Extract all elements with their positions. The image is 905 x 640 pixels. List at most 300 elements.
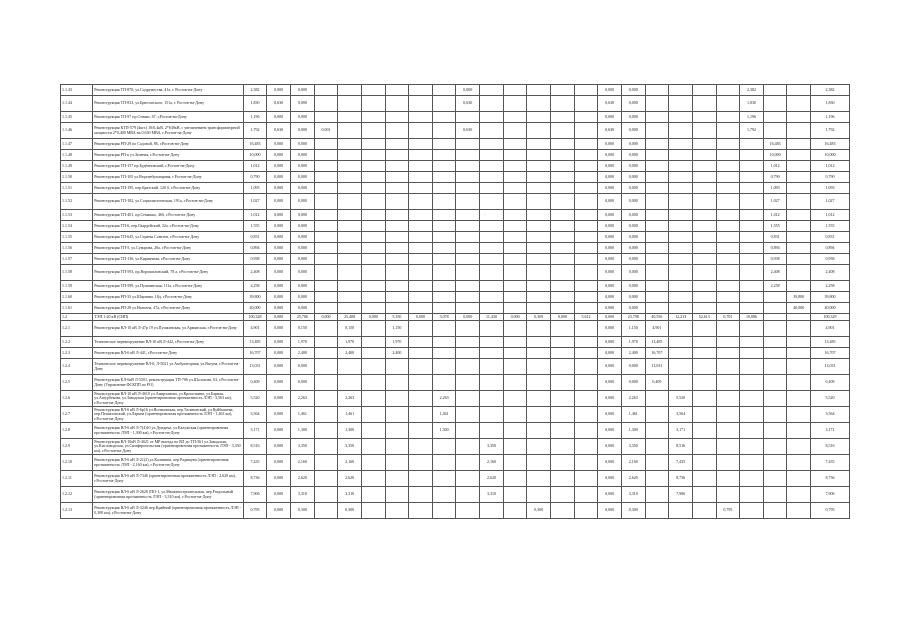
value-cell <box>480 85 504 96</box>
value-cell <box>385 503 409 519</box>
value-cell <box>645 487 669 503</box>
row-number-cell: 1.1.50 <box>61 172 93 183</box>
value-cell <box>385 150 409 161</box>
value-cell <box>456 375 480 391</box>
value-cell <box>716 85 740 96</box>
value-cell <box>692 337 716 348</box>
value-cell <box>645 439 669 455</box>
value-cell <box>456 232 480 243</box>
value-cell: 5,520 <box>243 391 267 407</box>
value-cell <box>338 292 362 303</box>
value-cell <box>645 85 669 96</box>
value-cell: 0,000 <box>621 161 645 172</box>
value-cell: 0,000 <box>361 314 385 321</box>
value-cell: 0,000 <box>621 194 645 210</box>
value-cell <box>432 232 456 243</box>
value-cell: 0,000 <box>267 321 291 337</box>
value-cell <box>551 375 575 391</box>
description-cell: Реконструкция ТП-870, ул.Содружества, 41а, г. Ростов-на-Дону <box>93 85 243 96</box>
value-cell: 4,901 <box>645 321 669 337</box>
value-cell <box>409 487 433 503</box>
value-cell <box>645 254 669 265</box>
value-cell: 13,031 <box>243 359 267 375</box>
value-cell <box>527 112 551 123</box>
value-cell <box>456 172 480 183</box>
value-cell: 10,000 <box>763 150 787 161</box>
value-cell <box>385 487 409 503</box>
value-cell <box>361 254 385 265</box>
value-cell <box>740 487 764 503</box>
value-cell <box>503 292 527 303</box>
value-cell <box>361 375 385 391</box>
value-cell <box>338 96 362 112</box>
value-cell <box>716 423 740 439</box>
value-cell <box>551 139 575 150</box>
value-cell <box>669 139 693 150</box>
value-cell: 0,000 <box>621 265 645 281</box>
value-cell: 0,309 <box>527 314 551 321</box>
value-cell <box>456 439 480 455</box>
value-cell: 2,620 <box>621 471 645 487</box>
value-cell <box>716 375 740 391</box>
value-cell <box>432 471 456 487</box>
value-cell <box>716 210 740 221</box>
value-cell <box>432 172 456 183</box>
value-cell <box>716 321 740 337</box>
value-cell <box>314 439 338 455</box>
value-cell <box>338 265 362 281</box>
value-cell: 52,613 <box>692 314 716 321</box>
value-cell <box>385 292 409 303</box>
value-cell: 0,000 <box>598 359 622 375</box>
value-cell <box>409 96 433 112</box>
value-cell <box>385 455 409 471</box>
value-cell: 1,300 <box>291 423 315 439</box>
value-cell: 0,000 <box>598 232 622 243</box>
value-cell <box>527 123 551 139</box>
value-cell <box>740 254 764 265</box>
value-cell <box>692 139 716 150</box>
value-cell: 16,483 <box>811 139 850 150</box>
value-cell <box>787 375 811 391</box>
value-cell: 0,000 <box>621 243 645 254</box>
value-cell <box>432 139 456 150</box>
value-cell <box>409 503 433 519</box>
value-cell: 8,736 <box>811 471 850 487</box>
value-cell <box>480 407 504 423</box>
value-cell: 2,160 <box>291 455 315 471</box>
value-cell <box>432 303 456 314</box>
value-cell: 0,000 <box>291 265 315 281</box>
value-cell <box>480 391 504 407</box>
value-cell: 16,707 <box>811 348 850 359</box>
value-cell: 3,171 <box>243 423 267 439</box>
value-cell: 0,000 <box>621 254 645 265</box>
value-cell <box>314 407 338 423</box>
value-cell <box>480 281 504 292</box>
value-cell: 0,790 <box>243 172 267 183</box>
value-cell <box>527 303 551 314</box>
row-number-cell: 1.1.49 <box>61 161 93 172</box>
value-cell <box>385 391 409 407</box>
value-cell <box>432 194 456 210</box>
value-cell <box>338 112 362 123</box>
value-cell <box>645 161 669 172</box>
value-cell <box>645 221 669 232</box>
value-cell <box>645 112 669 123</box>
value-cell <box>480 292 504 303</box>
value-cell <box>314 321 338 337</box>
description-cell: Реконструкция ВЛ-6 кВ Л-441, г.Ростов-на-Дону <box>93 348 243 359</box>
value-cell <box>645 172 669 183</box>
value-cell <box>314 471 338 487</box>
table-row <box>61 281 850 292</box>
value-cell <box>503 96 527 112</box>
value-cell <box>574 348 598 359</box>
value-cell <box>527 455 551 471</box>
value-cell <box>716 348 740 359</box>
value-cell: 3,310 <box>338 487 362 503</box>
value-cell: 4,901 <box>811 321 850 337</box>
value-cell <box>432 243 456 254</box>
description-cell: Реконструкция ВЛ-10 кВ Л-4б10 ул.Амирханова, ул.Кропоткина, ул.Барная, ул.Ашурбекова, ул.Заводская (ориентировочная протяженность ЛЭП - 3,563 км), г.Ростов-на-Дону <box>93 391 243 407</box>
value-cell <box>669 337 693 348</box>
value-cell <box>669 359 693 375</box>
value-cell <box>409 359 433 375</box>
row-number-cell: 1.2.3 <box>61 348 93 359</box>
value-cell <box>787 439 811 455</box>
value-cell: 0,000 <box>291 150 315 161</box>
value-cell <box>692 487 716 503</box>
value-cell <box>338 375 362 391</box>
value-cell: 8,736 <box>243 471 267 487</box>
value-cell: 0,000 <box>267 439 291 455</box>
value-cell <box>692 303 716 314</box>
value-cell: 3,350 <box>480 439 504 455</box>
value-cell <box>763 375 787 391</box>
value-cell <box>574 407 598 423</box>
value-cell <box>480 348 504 359</box>
value-cell: 1,830 <box>243 96 267 112</box>
value-cell <box>432 150 456 161</box>
value-cell <box>740 471 764 487</box>
row-number-cell: 1.2.5 <box>61 375 93 391</box>
value-cell <box>574 359 598 375</box>
value-cell: 3,310 <box>621 487 645 503</box>
value-cell <box>456 139 480 150</box>
value-cell <box>740 139 764 150</box>
value-cell <box>456 359 480 375</box>
value-cell <box>409 183 433 194</box>
value-cell: 0,795 <box>811 503 850 519</box>
value-cell: 5,520 <box>669 391 693 407</box>
value-cell <box>503 407 527 423</box>
value-cell <box>763 112 787 123</box>
value-cell <box>527 407 551 423</box>
value-cell: 3,564 <box>243 407 267 423</box>
value-cell: 0,000 <box>291 221 315 232</box>
value-cell <box>361 337 385 348</box>
value-cell: 0,000 <box>598 281 622 292</box>
value-cell <box>456 423 480 439</box>
value-cell <box>385 281 409 292</box>
value-cell <box>763 348 787 359</box>
value-cell <box>385 194 409 210</box>
value-cell <box>692 281 716 292</box>
description-cell: Реконструкция РП-к ул.Зеленая, г.Ростов-на-Дону <box>93 150 243 161</box>
value-cell: 23,798 <box>621 314 645 321</box>
value-cell <box>574 183 598 194</box>
value-cell <box>787 172 811 183</box>
value-cell <box>527 139 551 150</box>
value-cell: 0,000 <box>621 221 645 232</box>
value-cell <box>456 112 480 123</box>
value-cell <box>409 439 433 455</box>
description-cell: Реконструкция ВЛ-6 кВ Л-2628 (ПО-1, ул.Машиностроительная, пер.Раздольный (ориентировочная протяженность ЛЭП - 3,310 км), г.Ростов-на-Дону <box>93 487 243 503</box>
value-cell <box>787 123 811 139</box>
value-cell: 13,031 <box>811 359 850 375</box>
value-cell: 39,800 <box>787 292 811 303</box>
value-cell <box>527 194 551 210</box>
value-cell <box>361 210 385 221</box>
table-row <box>61 487 850 503</box>
value-cell <box>669 321 693 337</box>
value-cell <box>409 407 433 423</box>
value-cell <box>409 348 433 359</box>
value-cell <box>338 161 362 172</box>
value-cell <box>551 359 575 375</box>
table-row <box>61 303 850 314</box>
value-cell <box>503 112 527 123</box>
value-cell: 0,150 <box>338 321 362 337</box>
value-cell: 0,831 <box>811 232 850 243</box>
value-cell <box>763 391 787 407</box>
value-cell <box>669 348 693 359</box>
value-cell <box>669 112 693 123</box>
value-cell <box>787 423 811 439</box>
row-number-cell: 1.1.56 <box>61 243 93 254</box>
value-cell: 39,800 <box>811 292 850 303</box>
value-cell: 0,000 <box>598 150 622 161</box>
value-cell: 0,000 <box>267 194 291 210</box>
value-cell: 1,012 <box>763 161 787 172</box>
value-cell <box>574 161 598 172</box>
value-cell <box>740 183 764 194</box>
description-cell: Реконструкция ВЛ-10 кВ Л-47р 19 ул.Пушкинская, ул.Армянская, г.Ростов-на-Дону <box>93 321 243 337</box>
value-cell <box>527 321 551 337</box>
row-number-cell: 1.1.61 <box>61 303 93 314</box>
value-cell: 2,408 <box>763 265 787 281</box>
value-cell <box>361 423 385 439</box>
value-cell <box>527 348 551 359</box>
value-cell <box>409 172 433 183</box>
value-cell: 0,000 <box>267 265 291 281</box>
value-cell <box>692 503 716 519</box>
value-cell: 0,000 <box>598 85 622 96</box>
value-cell: 0,000 <box>291 96 315 112</box>
value-cell <box>645 292 669 303</box>
value-cell <box>574 503 598 519</box>
value-cell <box>740 303 764 314</box>
value-cell <box>645 503 669 519</box>
value-cell: 2,400 <box>385 348 409 359</box>
value-cell: 1,555 <box>811 221 850 232</box>
value-cell: 0,790 <box>763 172 787 183</box>
value-cell: 3,078 <box>432 314 456 321</box>
value-cell: 1,830 <box>811 96 850 112</box>
value-cell <box>314 139 338 150</box>
description-cell: Реконструкция ВЛ-6 кВ Л-6р16 ул.Ясенковская, пер.Тасиновский, ул.Куйбышева, пер.Пешиловский, ул.Ларина (ориентировочная протяженность ЛЭП - 1,461 км), г.Ростов-на-Дону <box>93 407 243 423</box>
value-cell <box>527 150 551 161</box>
value-cell <box>480 375 504 391</box>
value-cell <box>716 455 740 471</box>
value-cell <box>456 265 480 281</box>
value-cell <box>314 423 338 439</box>
table-row <box>61 150 850 161</box>
value-cell <box>432 85 456 96</box>
value-cell: 0,000 <box>621 139 645 150</box>
value-cell <box>361 243 385 254</box>
value-cell <box>787 455 811 471</box>
value-cell <box>574 321 598 337</box>
value-cell: 0,000 <box>598 391 622 407</box>
value-cell: 0,894 <box>763 243 787 254</box>
value-cell <box>432 348 456 359</box>
value-cell: 0,000 <box>598 221 622 232</box>
value-cell <box>527 423 551 439</box>
value-cell <box>740 221 764 232</box>
description-cell: Реконструкция ВЛ-6 кВ Л-21(2) ул.Калинина, пер.Радищева (ориентировочная протяженность ЛЭП - 2,160 км), г.Ростов-на-Дону <box>93 455 243 471</box>
value-cell: 0,000 <box>267 337 291 348</box>
value-cell <box>763 407 787 423</box>
value-cell: 0,000 <box>621 123 645 139</box>
value-cell: 1,012 <box>811 210 850 221</box>
value-cell: 10,086 <box>740 314 764 321</box>
value-cell <box>385 359 409 375</box>
row-number-cell: 1.1.53 <box>61 210 93 221</box>
value-cell <box>574 337 598 348</box>
row-number-cell: 1.1.48 <box>61 150 93 161</box>
value-cell <box>432 221 456 232</box>
value-cell <box>338 243 362 254</box>
row-number-cell: 1.2.10 <box>61 455 93 471</box>
value-cell <box>456 348 480 359</box>
value-cell <box>480 139 504 150</box>
value-cell: 0,630 <box>456 96 480 112</box>
value-cell <box>527 439 551 455</box>
value-cell <box>338 232 362 243</box>
row-number-cell: 1.1.55 <box>61 232 93 243</box>
value-cell <box>456 161 480 172</box>
value-cell: 0,000 <box>621 112 645 123</box>
value-cell: 0,000 <box>291 375 315 391</box>
value-cell <box>716 254 740 265</box>
value-cell: 13,485 <box>645 337 669 348</box>
value-cell <box>432 210 456 221</box>
value-cell <box>409 265 433 281</box>
value-cell <box>314 112 338 123</box>
value-cell <box>787 85 811 96</box>
value-cell <box>669 96 693 112</box>
value-cell <box>503 359 527 375</box>
row-number-cell: 1.1.47 <box>61 139 93 150</box>
value-cell <box>740 439 764 455</box>
value-cell <box>456 407 480 423</box>
value-cell <box>645 183 669 194</box>
value-cell: 0,000 <box>291 194 315 210</box>
value-cell <box>692 150 716 161</box>
value-cell <box>692 455 716 471</box>
value-cell <box>361 439 385 455</box>
value-cell <box>314 221 338 232</box>
value-cell <box>314 391 338 407</box>
value-cell: 1,300 <box>621 423 645 439</box>
value-cell <box>551 439 575 455</box>
value-cell <box>503 265 527 281</box>
value-cell <box>314 337 338 348</box>
value-cell <box>692 359 716 375</box>
value-cell <box>480 112 504 123</box>
description-cell: Техническое перевооружение ВЛ-10 кВ Л-442, г.Ростов-на-Дону <box>93 337 243 348</box>
value-cell: 7,435 <box>811 455 850 471</box>
value-cell <box>480 423 504 439</box>
value-cell <box>480 150 504 161</box>
value-cell <box>669 194 693 210</box>
value-cell <box>503 139 527 150</box>
value-cell: 1,970 <box>621 337 645 348</box>
value-cell <box>432 292 456 303</box>
value-cell <box>574 487 598 503</box>
value-cell: 0,000 <box>267 348 291 359</box>
value-cell: 8,516 <box>243 439 267 455</box>
value-cell: 1,012 <box>811 161 850 172</box>
value-cell: 1,012 <box>243 210 267 221</box>
value-cell <box>409 391 433 407</box>
value-cell: 0,000 <box>291 112 315 123</box>
value-cell: 0,000 <box>598 183 622 194</box>
table-row <box>61 407 850 423</box>
value-cell: 5,520 <box>811 391 850 407</box>
value-cell: 0,000 <box>621 303 645 314</box>
row-number-cell: 1.2.11 <box>61 471 93 487</box>
value-cell <box>314 375 338 391</box>
value-cell <box>361 407 385 423</box>
value-cell <box>432 265 456 281</box>
value-cell <box>503 281 527 292</box>
value-cell <box>314 85 338 96</box>
value-cell <box>480 303 504 314</box>
value-cell <box>409 123 433 139</box>
value-cell: 1,027 <box>243 194 267 210</box>
value-cell <box>669 243 693 254</box>
value-cell <box>763 359 787 375</box>
row-number-cell: 1.1.43 <box>61 85 93 96</box>
value-cell <box>361 172 385 183</box>
value-cell: 0,000 <box>598 172 622 183</box>
value-cell <box>314 150 338 161</box>
value-cell <box>480 123 504 139</box>
value-cell: 0,000 <box>291 210 315 221</box>
value-cell: 3,564 <box>669 407 693 423</box>
value-cell <box>574 303 598 314</box>
value-cell: 0,000 <box>598 265 622 281</box>
value-cell <box>763 314 787 321</box>
value-cell <box>645 194 669 210</box>
value-cell <box>574 265 598 281</box>
value-cell <box>409 375 433 391</box>
value-cell: 16,483 <box>763 139 787 150</box>
value-cell: 1,555 <box>243 221 267 232</box>
